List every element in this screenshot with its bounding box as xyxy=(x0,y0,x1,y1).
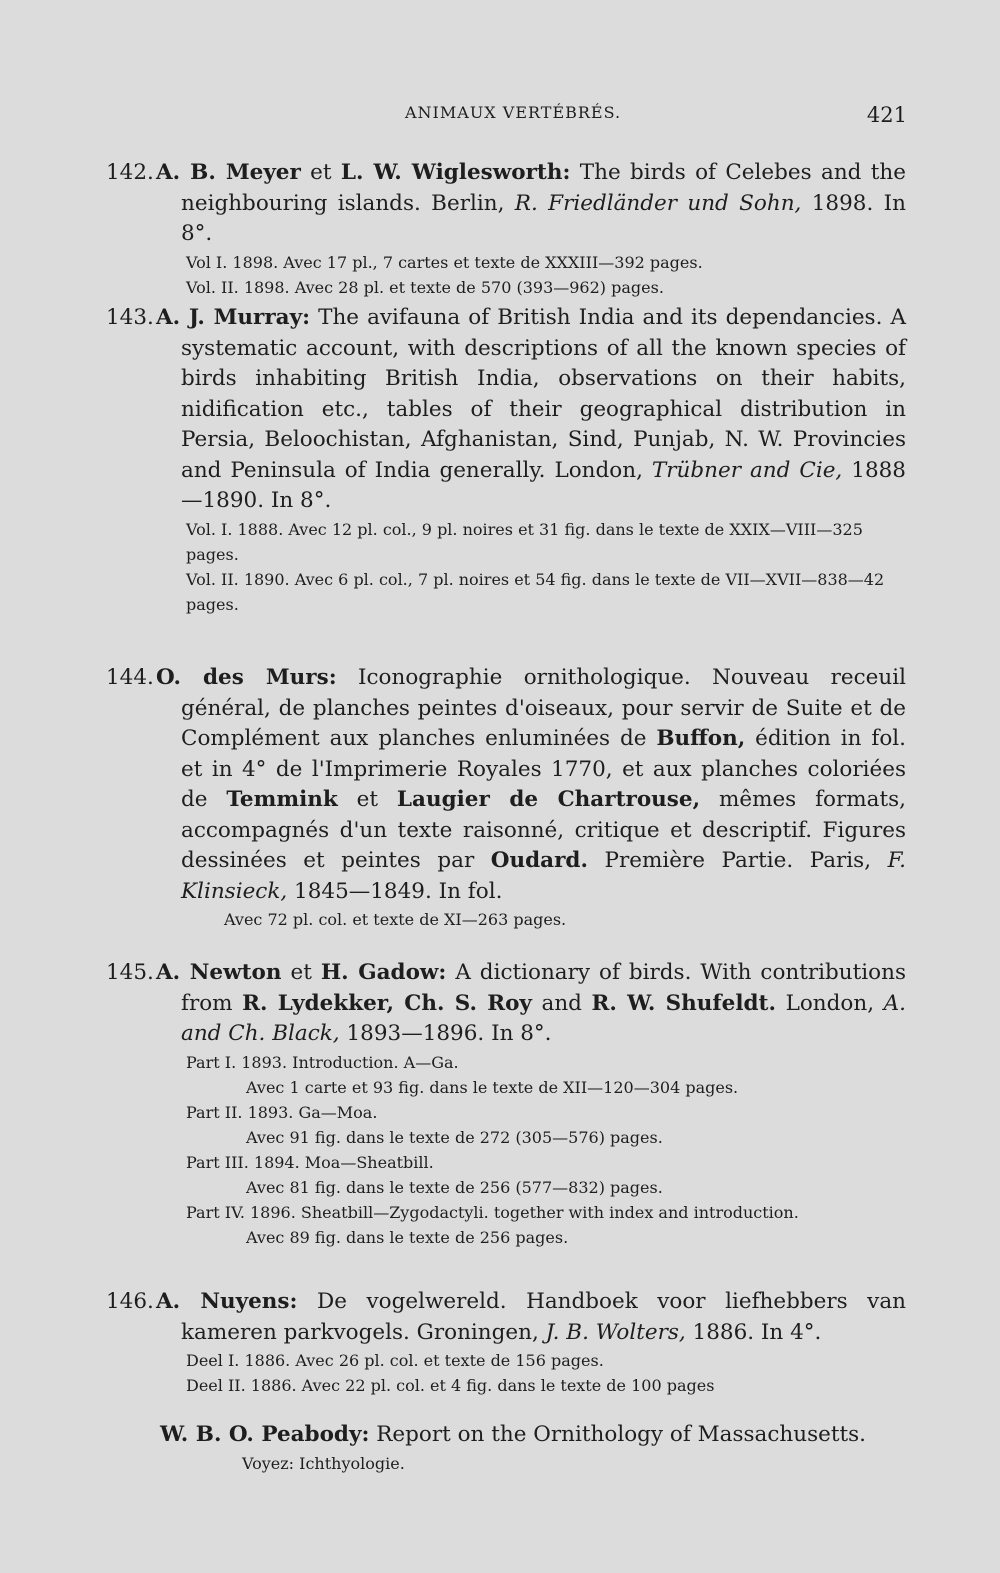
text-run: édition in fol. et in 4° de l'Imprimerie Royales 1770, et aux planches coloriées de xyxy=(181,726,906,812)
entry-145 xyxy=(106,958,906,1250)
text-run: London, xyxy=(775,990,884,1016)
text-run: et xyxy=(281,960,321,985)
part-line: Part III. 1894. Moa—Sheatbill. xyxy=(186,1152,434,1172)
text-run: R. Friedländer und Sohn, xyxy=(514,190,802,216)
running-head: ANIMAUX VERTÉBRÉS. xyxy=(405,103,622,122)
text-run: 1888—1890. In 8°. xyxy=(181,457,906,513)
part-detail: Avec 81 fig. dans le texte de 256 (577—832) pages. xyxy=(246,1177,663,1197)
part-line: Part I. 1893. Introduction. A—Ga. xyxy=(186,1052,459,1072)
entry-number: 145. xyxy=(106,960,154,985)
entry-text xyxy=(106,663,906,907)
text-run: Première Partie. Paris, xyxy=(587,848,888,873)
entry-number: 144. xyxy=(106,665,154,690)
entry-peabody xyxy=(160,1420,920,1476)
text-run: et xyxy=(337,787,397,812)
text-run: A. J. Murray: xyxy=(156,305,311,330)
text-run: 1886. In 4°. xyxy=(685,1319,822,1345)
text-run: O. des Murs: xyxy=(156,665,337,690)
part-detail: Avec 91 fig. dans le texte de 272 (305—576) pages. xyxy=(246,1127,663,1147)
text-run: R. W. Shufeldt. xyxy=(591,990,776,1016)
entry-text xyxy=(106,958,906,1050)
volume-line: Vol I. 1898. Avec 17 pl., 7 cartes et texte de XXXIII—392 pages. xyxy=(186,252,703,272)
text-run: Oudard. xyxy=(490,848,588,873)
entry-146 xyxy=(106,1287,906,1398)
entry-143 xyxy=(106,303,906,617)
text-run: 1898. In 8°. xyxy=(181,190,906,246)
part-detail: Avec 1 carte et 93 fig. dans le texte de XII—120—304 pages. xyxy=(246,1077,739,1097)
entry-number: 146. xyxy=(106,1289,154,1314)
text-run: R. Lydekker, Ch. S. Roy xyxy=(242,990,532,1016)
text-run: H. Gadow: xyxy=(320,960,447,985)
entry-number: 143. xyxy=(106,305,154,330)
entry-number: 142. xyxy=(106,160,154,185)
text-run: The avifauna of British India and its dependancies. A systematic account, with descriptions of all the known species of birds inhabiting British India, observations on their habits, nidification etc., tables of their geographical distribution in Persia, Beloochistan, Afghanistan, Sind, Punjab, N. W. Provincies and Peninsula of India generally. London, xyxy=(181,305,907,483)
volume-line: Vol. II. 1898. Avec 28 pl. et texte de 570 (393—962) pages. xyxy=(186,277,664,297)
text-run: The birds of Celebes and the neighbouring islands. Berlin, xyxy=(181,160,906,216)
entry-text xyxy=(106,158,906,250)
text-run: 1893—1896. In 8°. xyxy=(339,1021,552,1046)
see-reference: Voyez: Ichthyologie. xyxy=(242,1453,405,1473)
entry-144 xyxy=(106,663,906,932)
part-line: Part IV. 1896. Sheatbill—Zygodactyli. together with index and introduction. xyxy=(186,1202,799,1222)
text-run: F. Klinsieck, xyxy=(181,848,906,904)
text-run: Iconographie ornithologique. Nouveau receuil général, de planches peintes d'oiseaux, pour servir de Suite et de Complément aux planches enluminées de xyxy=(181,665,906,751)
text-run: Report on the Ornithology of Massachusetts. xyxy=(369,1422,866,1447)
text-run: A. Newton xyxy=(156,960,282,985)
page-number: 421 xyxy=(866,103,907,127)
text-run: Laugier de Chartrouse, xyxy=(396,787,701,812)
text-run: L. W. Wiglesworth: xyxy=(340,160,571,185)
text-run: A. B. Meyer xyxy=(156,160,301,185)
volume-line: Deel II. 1886. Avec 22 pl. col. et 4 fig. dans le texte de 100 pages xyxy=(186,1376,715,1395)
text-run: A dictionary of birds. With contributions from xyxy=(181,960,906,1016)
text-run: A. and Ch. Black, xyxy=(181,990,906,1046)
text-run: Temmink xyxy=(226,787,338,812)
text-run: Trübner and Cie, xyxy=(651,457,843,483)
volume-line: Avec 72 pl. col. et texte de XI—263 pages. xyxy=(224,910,567,929)
part-detail: Avec 89 fig. dans le texte de 256 pages. xyxy=(246,1227,569,1247)
text-run: and xyxy=(531,990,592,1016)
text-run: 1845—1849. In fol. xyxy=(287,878,503,904)
text-run: mêmes formats, accompagnés d'un texte raisonné, critique et descriptif. Figures dessinées et peintes par xyxy=(181,787,906,873)
text-run: W. B. O. Peabody: xyxy=(160,1422,370,1447)
volume-line: Deel I. 1886. Avec 26 pl. col. et texte de 156 pages. xyxy=(186,1351,604,1370)
entry-text xyxy=(160,1420,920,1451)
text-run: De vogelwereld. Handboek voor liefhebbers van kameren parkvogels. Groningen, xyxy=(181,1289,906,1345)
entry-142 xyxy=(106,158,906,300)
text-run: Buffon, xyxy=(656,726,746,751)
text-run: A. Nuyens: xyxy=(156,1289,298,1314)
text-run: J. B. Wolters, xyxy=(545,1319,686,1345)
entry-text xyxy=(106,1287,906,1348)
text-run: et xyxy=(300,160,341,185)
volume-line: Vol. I. 1888. Avec 12 pl. col., 9 pl. noires et 31 fig. dans le texte de XXIX—VIII—325 pages. xyxy=(186,519,863,564)
volume-line: Vol. II. 1890. Avec 6 pl. col., 7 pl. noires et 54 fig. dans le texte de VII—XVII—838—42 pages. xyxy=(186,569,885,614)
part-line: Part II. 1893. Ga—Moa. xyxy=(186,1102,378,1122)
entry-text xyxy=(106,303,906,517)
